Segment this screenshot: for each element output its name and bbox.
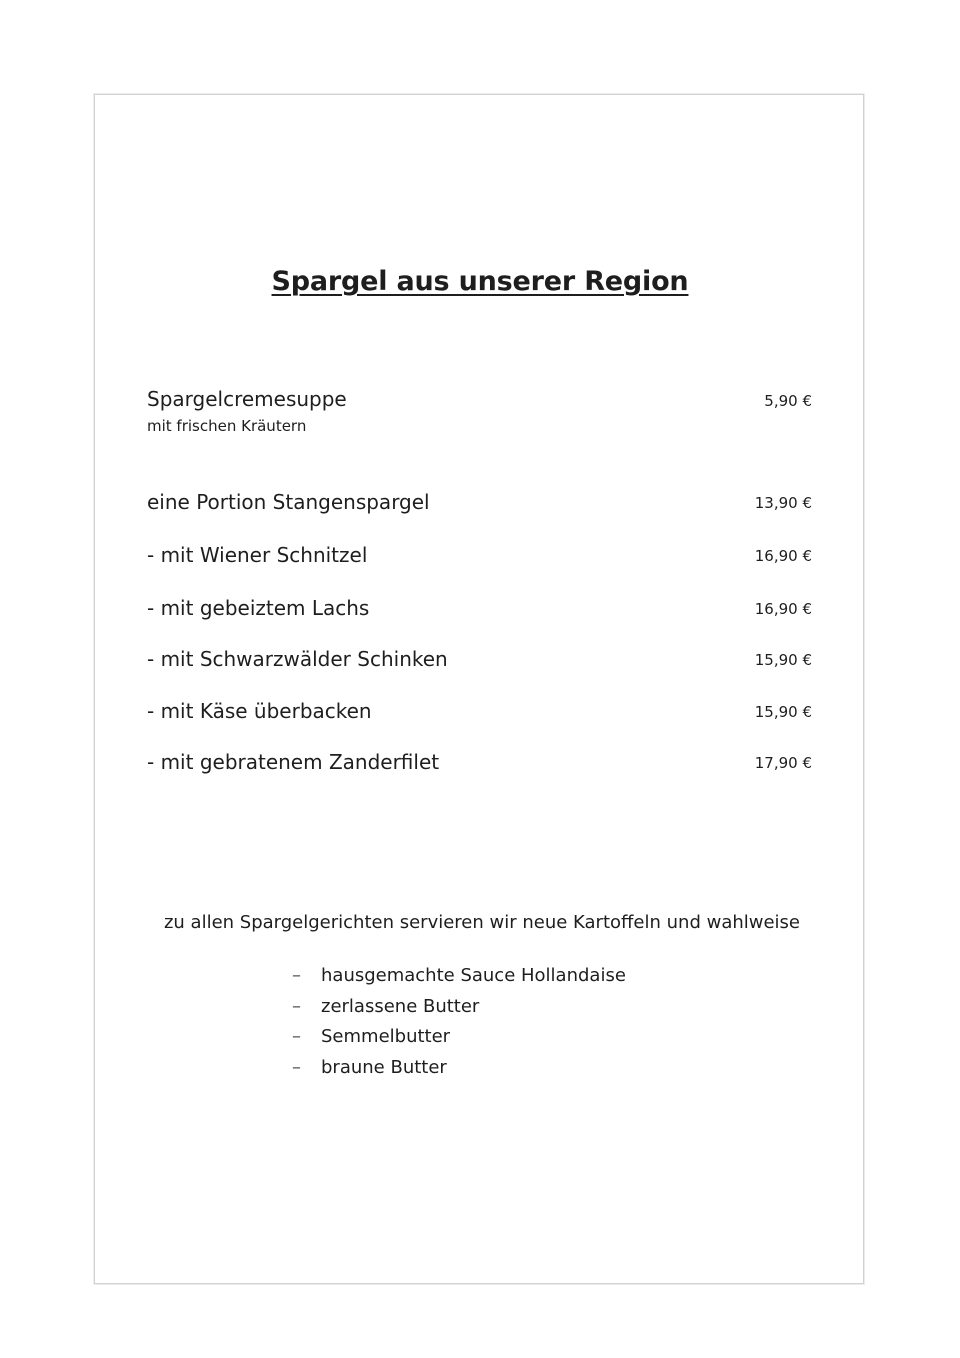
menu-title: Spargel aus unserer Region bbox=[271, 266, 689, 297]
sauce-list-item bbox=[292, 1057, 447, 1078]
menu-item-price: 16,90 € bbox=[754, 600, 812, 618]
menu-item-name: - mit Schwarzwälder Schinken bbox=[147, 647, 448, 671]
dash-bullet-icon: – bbox=[292, 996, 301, 1017]
menu-item-name: Spargelcremesuppe bbox=[147, 387, 347, 411]
sauce-label: Semmelbutter bbox=[321, 1026, 451, 1047]
sauce-label: zerlassene Butter bbox=[321, 996, 480, 1017]
menu-item-name: - mit Käse überbacken bbox=[147, 699, 372, 723]
sauce-list-item bbox=[292, 1026, 450, 1047]
menu-item-price: 15,90 € bbox=[754, 703, 812, 721]
dash-bullet-icon: – bbox=[292, 965, 301, 986]
side-dish-note: zu allen Spargelgerichten servieren wir neue Kartoffeln und wahlweise bbox=[163, 912, 801, 933]
menu-item-name: - mit gebratenem Zanderfilet bbox=[147, 750, 440, 774]
sauce-list-item bbox=[292, 965, 626, 986]
menu-item-name: eine Portion Stangenspargel bbox=[147, 490, 430, 514]
menu-item-name: - mit Wiener Schnitzel bbox=[147, 543, 368, 567]
dash-bullet-icon: – bbox=[292, 1026, 301, 1047]
menu-item-price: 13,90 € bbox=[754, 494, 812, 512]
menu-item-name: - mit gebeiztem Lachs bbox=[147, 596, 370, 620]
sauce-label: braune Butter bbox=[321, 1057, 447, 1078]
sauce-list-item bbox=[292, 996, 479, 1017]
dash-bullet-icon: – bbox=[292, 1057, 301, 1078]
menu-item-price: 17,90 € bbox=[754, 754, 812, 772]
menu-item-description: mit frischen Kräutern bbox=[147, 417, 307, 435]
menu-item-price: 16,90 € bbox=[754, 547, 812, 565]
sauce-label: hausgemachte Sauce Hollandaise bbox=[321, 965, 626, 986]
menu-item-price: 5,90 € bbox=[764, 392, 812, 410]
menu-item-price: 15,90 € bbox=[754, 651, 812, 669]
